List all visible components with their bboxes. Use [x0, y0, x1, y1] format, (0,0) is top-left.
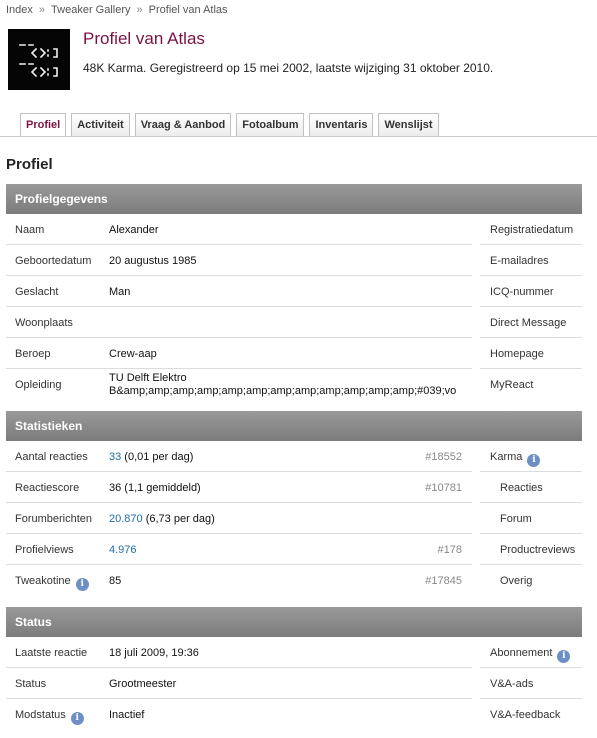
field-value: 36 (1,1 gemiddeld) [109, 482, 201, 494]
field-label: MyReact [490, 379, 534, 391]
tab-inventaris[interactable]: Inventaris [309, 113, 373, 136]
tweakotine-label: Tweakotine [15, 575, 71, 587]
table-row [6, 441, 582, 472]
breadcrumb-current[interactable]: Profiel van Atlas [148, 4, 228, 16]
table-row [6, 668, 582, 699]
field-label: Geboortedatum [15, 255, 92, 267]
field-label: ICQ-nummer [490, 286, 554, 298]
field-label: Forum [500, 513, 532, 525]
page-heading: Profiel [6, 156, 53, 173]
table-row [6, 699, 582, 730]
breadcrumb-tweaker-gallery[interactable]: Tweaker Gallery [51, 4, 131, 16]
avatar [8, 29, 70, 90]
field-label: Geslacht [15, 286, 59, 298]
field-label [490, 647, 570, 663]
section-header: Statistieken [6, 411, 582, 441]
field-label [15, 709, 84, 725]
field-value: Man [109, 286, 131, 298]
table-row [6, 503, 582, 534]
field-value: Grootmeester [109, 678, 177, 690]
field-label: V&A-feedback [490, 709, 561, 721]
table-row [6, 276, 582, 307]
table-row [6, 565, 582, 596]
field-value-line: B&amp;amp;amp;amp;amp;amp;amp;amp;amp;amp;amp;amp;#039;vo [109, 385, 457, 397]
field-label: Reacties [500, 482, 543, 494]
tab-wenslijst[interactable]: Wenslijst [378, 113, 438, 136]
field-label: Laatste reactie [15, 647, 88, 659]
profile-tabs [20, 113, 439, 136]
table-row [6, 534, 582, 565]
field-label: Status [15, 678, 47, 690]
modstatus-label: Modstatus [15, 709, 66, 721]
table-row [6, 307, 582, 338]
profile-summary: 48K Karma. Geregistreerd op 15 mei 2002, laatste wijziging 31 oktober 2010. [83, 61, 494, 75]
field-value: Inactief [109, 709, 145, 721]
breadcrumb-separator: » [38, 4, 46, 16]
section-profielgegevens [6, 184, 582, 402]
rank-value: #17845 [425, 575, 462, 587]
rank-value: #18552 [425, 451, 462, 463]
tab-fotoalbum[interactable]: Fotoalbum [236, 113, 304, 136]
section-statistieken [6, 411, 582, 596]
field-label [490, 451, 540, 467]
tab-activiteit[interactable]: Activiteit [71, 113, 129, 136]
field-value: 85 [109, 575, 122, 587]
field-label: Registratiedatum [490, 224, 574, 236]
field-value-line: TU Delft Elektro [109, 372, 187, 384]
field-label: Overig [500, 575, 533, 587]
field-label: Direct Message [490, 317, 567, 329]
section-header: Profielgegevens [6, 184, 582, 214]
field-value [109, 513, 215, 525]
field-value [109, 451, 193, 463]
breadcrumb [6, 4, 228, 16]
info-icon[interactable]: i [527, 454, 540, 467]
field-label: Naam [15, 224, 45, 236]
field-label: Homepage [490, 348, 544, 360]
field-value-rest: (0,01 per dag) [121, 451, 194, 463]
abonnement-label: Abonnement [490, 647, 553, 659]
page-title: Profiel van Atlas [83, 29, 205, 48]
rank-value: #178 [437, 544, 462, 556]
info-icon[interactable]: i [76, 578, 89, 591]
table-row [6, 637, 582, 668]
field-value: Crew-aap [109, 348, 157, 360]
table-row [6, 338, 582, 369]
field-value: 18 juli 2009, 19:36 [109, 647, 199, 659]
reacties-link[interactable]: 33 [109, 451, 122, 463]
table-row [6, 369, 582, 402]
field-label: Profielviews [15, 544, 74, 556]
tab-divider [0, 136, 597, 137]
avatar-logo-icon [8, 29, 70, 90]
tab-profiel[interactable]: Profiel [20, 113, 66, 137]
field-value: 20 augustus 1985 [109, 255, 197, 267]
table-row [6, 214, 582, 245]
section-status [6, 607, 582, 730]
field-label: Beroep [15, 348, 51, 360]
tab-vraag-aanbod[interactable]: Vraag & Aanbod [135, 113, 232, 136]
field-value [109, 544, 137, 556]
info-icon[interactable]: i [557, 650, 570, 663]
profielviews-link[interactable]: 4.976 [109, 544, 137, 556]
info-icon[interactable]: i [71, 712, 84, 725]
field-label: Forumberichten [15, 513, 93, 525]
field-label [15, 575, 89, 591]
field-value [109, 372, 456, 398]
table-row [6, 245, 582, 276]
karma-label: Karma [490, 451, 523, 463]
field-label: E-mailadres [490, 255, 549, 267]
field-label: Woonplaats [15, 317, 73, 329]
section-header: Status [6, 607, 582, 637]
field-label: Opleiding [15, 379, 62, 391]
field-value: Alexander [109, 224, 159, 236]
breadcrumb-separator: » [136, 4, 143, 16]
field-label: Productreviews [500, 544, 576, 556]
field-label: Aantal reacties [15, 451, 88, 463]
rank-value: #10781 [425, 482, 462, 494]
table-row [6, 472, 582, 503]
breadcrumb-index[interactable]: Index [6, 4, 33, 16]
field-value-rest: (6,73 per dag) [142, 513, 215, 525]
field-label: V&A-ads [490, 678, 534, 690]
field-label: Reactiescore [15, 482, 80, 494]
forumberichten-link[interactable]: 20.870 [109, 513, 143, 525]
